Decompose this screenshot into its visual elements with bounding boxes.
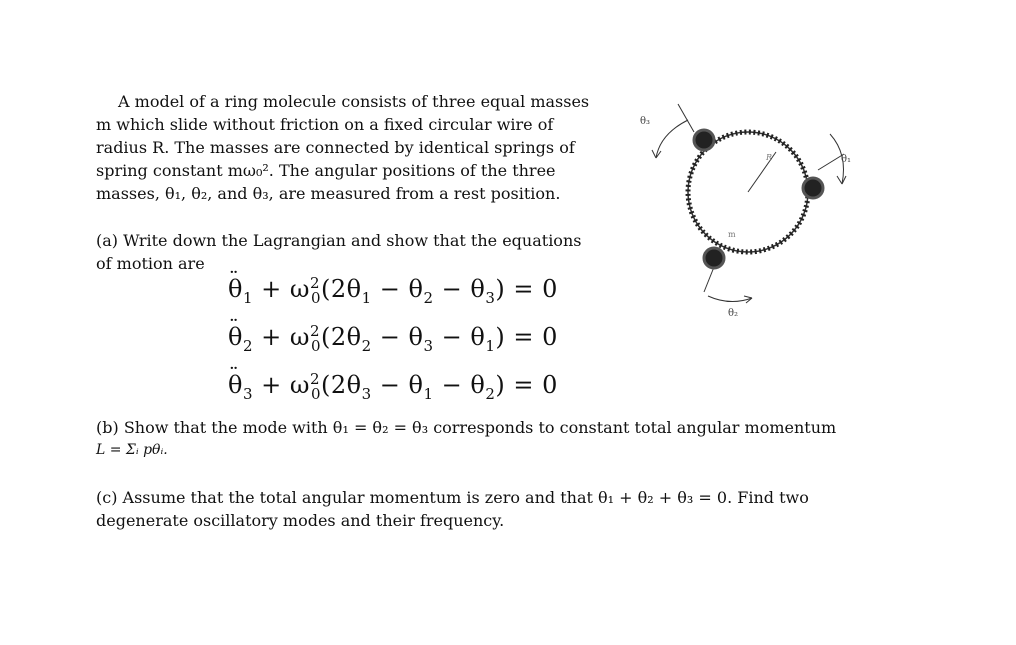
eq1-b: (2θ: [321, 275, 362, 303]
part-c-line-2: degenerate oscillatory modes and their frequency.: [96, 511, 505, 530]
eq1-omega-sup: 2: [309, 274, 320, 292]
part-a-line-1: (a) Write down the Lagrangian and show that the equations: [96, 231, 582, 250]
eq3-omega-sup: 2: [309, 370, 320, 388]
equation-3: [228, 367, 558, 415]
eq1-e: 2: [423, 288, 434, 307]
eq1-g: 3: [485, 288, 496, 307]
eq3-sub: 3: [242, 384, 253, 403]
eq2-d: − θ: [371, 323, 424, 351]
intro-line-4: spring constant mω₀². The angular positions of the three: [96, 161, 556, 180]
part-c-line-1: (c) Assume that the total angular momentum is zero and that θ₁ + θ₂ + θ₃ = 0. Find two: [96, 488, 809, 507]
eq3-g: 2: [485, 384, 496, 403]
theta1-arrowhead: [837, 176, 846, 184]
eq3-a: + ω: [253, 371, 310, 399]
eq2-theta: ·· θ: [228, 325, 243, 349]
eq1-h: ) = 0: [495, 275, 558, 303]
eq2-g: 1: [485, 336, 496, 355]
mass-1: [803, 178, 823, 198]
eq2-f: − θ: [433, 323, 486, 351]
part-b-line-2: L = Σᵢ pθᵢ.: [96, 442, 168, 458]
part-a: [96, 229, 616, 275]
eq2-sub: 2: [242, 336, 253, 355]
eq2-c: 2: [361, 336, 372, 355]
part-b: [96, 416, 836, 462]
eq1-a: + ω: [253, 275, 310, 303]
part-b-line-1: (b) Show that the mode with θ₁ = θ₂ = θ₃ corresponds to constant total angular momentum: [96, 418, 837, 437]
eq3-omega-sub: 0: [310, 384, 322, 403]
eq2-omega-sup: 2: [309, 322, 320, 340]
intro-paragraph: [96, 90, 616, 205]
eq1-sub: 1: [242, 288, 253, 307]
eq1-d: − θ: [371, 275, 424, 303]
eq2-omega-sub: 0: [310, 336, 322, 355]
mass-2: [704, 248, 724, 268]
eq2-h: ) = 0: [495, 323, 558, 351]
eq1-c: 1: [361, 288, 372, 307]
eq2-a: + ω: [253, 323, 310, 351]
eq3-e: 1: [423, 384, 434, 403]
mass-3: [694, 130, 714, 150]
intro-line-5: masses, θ₁, θ₂, and θ₃, are measured from a rest position.: [96, 184, 561, 203]
equation-1: [228, 271, 558, 319]
eq3-c: 3: [361, 384, 372, 403]
radius-label: R: [766, 153, 773, 162]
eq3-d: − θ: [371, 371, 424, 399]
eq1-omega-sub: 0: [310, 288, 322, 307]
intro-line-2: m which slide without friction on a fixed circular wire of: [96, 115, 554, 134]
part-c: [96, 486, 809, 532]
theta3-arrow: [656, 120, 688, 158]
theta1-label: θ₁: [841, 154, 852, 165]
eq3-b: (2θ: [321, 371, 362, 399]
eq2-b: (2θ: [321, 323, 362, 351]
mass-label: m: [728, 230, 736, 239]
eq3-f: − θ: [433, 371, 486, 399]
equations-of-motion: [228, 271, 558, 415]
part-a-line-2: of motion are: [96, 254, 205, 273]
ring-molecule-figure: [636, 92, 866, 324]
theta3-tick: [678, 104, 694, 132]
eq3-theta: ·· θ: [228, 373, 243, 397]
intro-line-3: radius R. The masses are connected by identical springs of: [96, 138, 575, 157]
eq2-e: 3: [423, 336, 434, 355]
intro-line-1: A model of a ring molecule consists of three equal masses: [118, 92, 590, 111]
eq3-h: ) = 0: [495, 371, 558, 399]
eq1-f: − θ: [433, 275, 486, 303]
equation-2: [228, 319, 558, 367]
theta2-label: θ₂: [728, 308, 739, 319]
eq1-theta: ·· θ: [228, 277, 243, 301]
theta3-label: θ₃: [640, 116, 651, 127]
